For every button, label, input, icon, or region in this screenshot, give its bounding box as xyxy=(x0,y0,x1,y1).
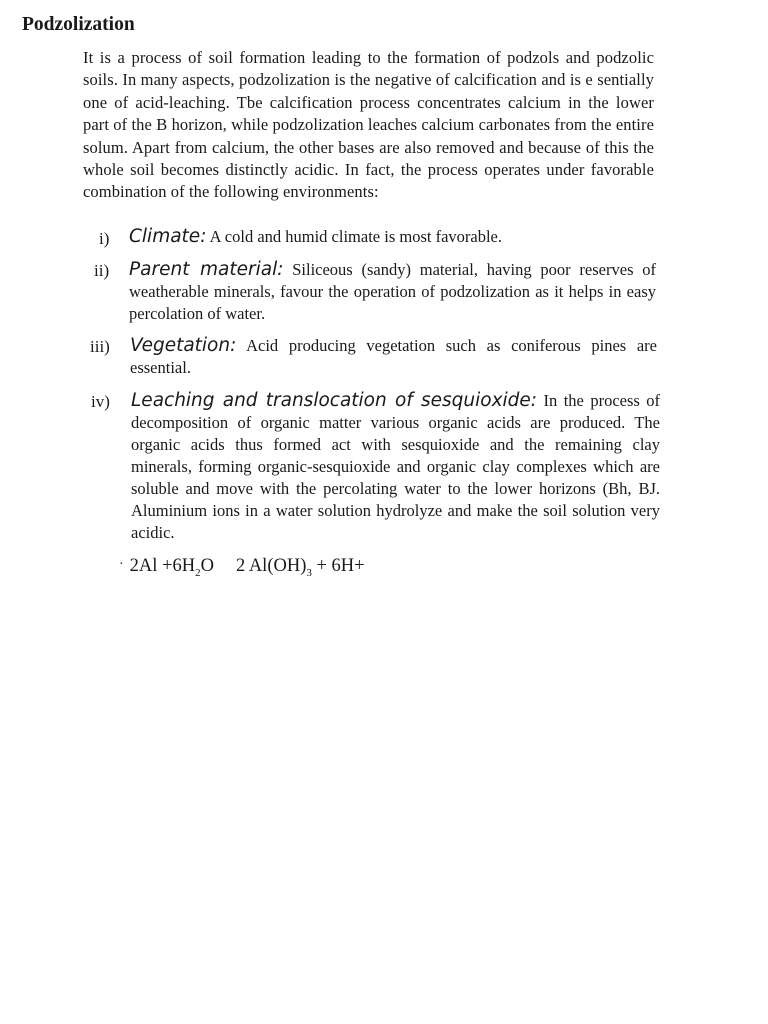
list-item-term: Leaching and translocation of sesquioxide: xyxy=(131,390,538,411)
hydrolysis-equation xyxy=(119,556,365,579)
list-item-term: Parent material: xyxy=(129,259,284,280)
equation-bullet: · xyxy=(119,557,124,572)
list-item-body xyxy=(129,259,656,325)
list-item-term: Vegetation: xyxy=(130,335,237,356)
list-item-body xyxy=(129,226,659,248)
equation-lhs: $2Al +6H_2O$ xyxy=(129,556,214,579)
list-item-number: iii) xyxy=(90,337,110,356)
list-item-text: Siliceous (sandy) material, having poor reserves of weatherable minerals, favour the operation of podzolization as it helps in easy percolation of water. xyxy=(129,260,657,323)
list-item-text: Acid producing vegetation such as coniferous pines are essential. xyxy=(130,336,657,377)
list-item-term: Climate: xyxy=(129,226,207,247)
page-title: Podzolization xyxy=(22,14,135,35)
list-item-body xyxy=(130,335,657,379)
list-item-text: In the process of decomposition of organic matter various organic acids are produced. The organic acids thus formed act with sesquioxide and the remaining clay minerals, forming organic-sesquioxide and organic clay complexes which are soluble and move with the percolating water to the lower horizons (Bh, BJ. Aluminium ions in a water solution hydrolyze and make the soil solution very acidic. xyxy=(131,391,661,542)
list-item-number: i) xyxy=(99,229,110,248)
list-item-number: ii) xyxy=(94,261,110,280)
list-item-number: iv) xyxy=(91,392,110,411)
list-item-text: A cold and humid climate is most favorable. xyxy=(209,227,503,246)
intro-paragraph: It is a process of soil formation leading to the formation of podzols and podzolic soils. In many aspects, podzolization is the negative of calcification and is e sentially one of acid-leaching. Tbe calcification process concentrates calcium in the lower part of the B horizon, while podzolization leaches calcium carbonates from the entire solum. Apart from calcium, the other bases are also removed and because of this the whole soil becomes distinctly acidic. In fact, the process operates under favorable combination of the following environments: xyxy=(83,48,654,202)
list-item-body xyxy=(131,390,660,544)
equation-rhs: 2 $Al(OH)_3 + 6H+$ xyxy=(235,556,365,579)
